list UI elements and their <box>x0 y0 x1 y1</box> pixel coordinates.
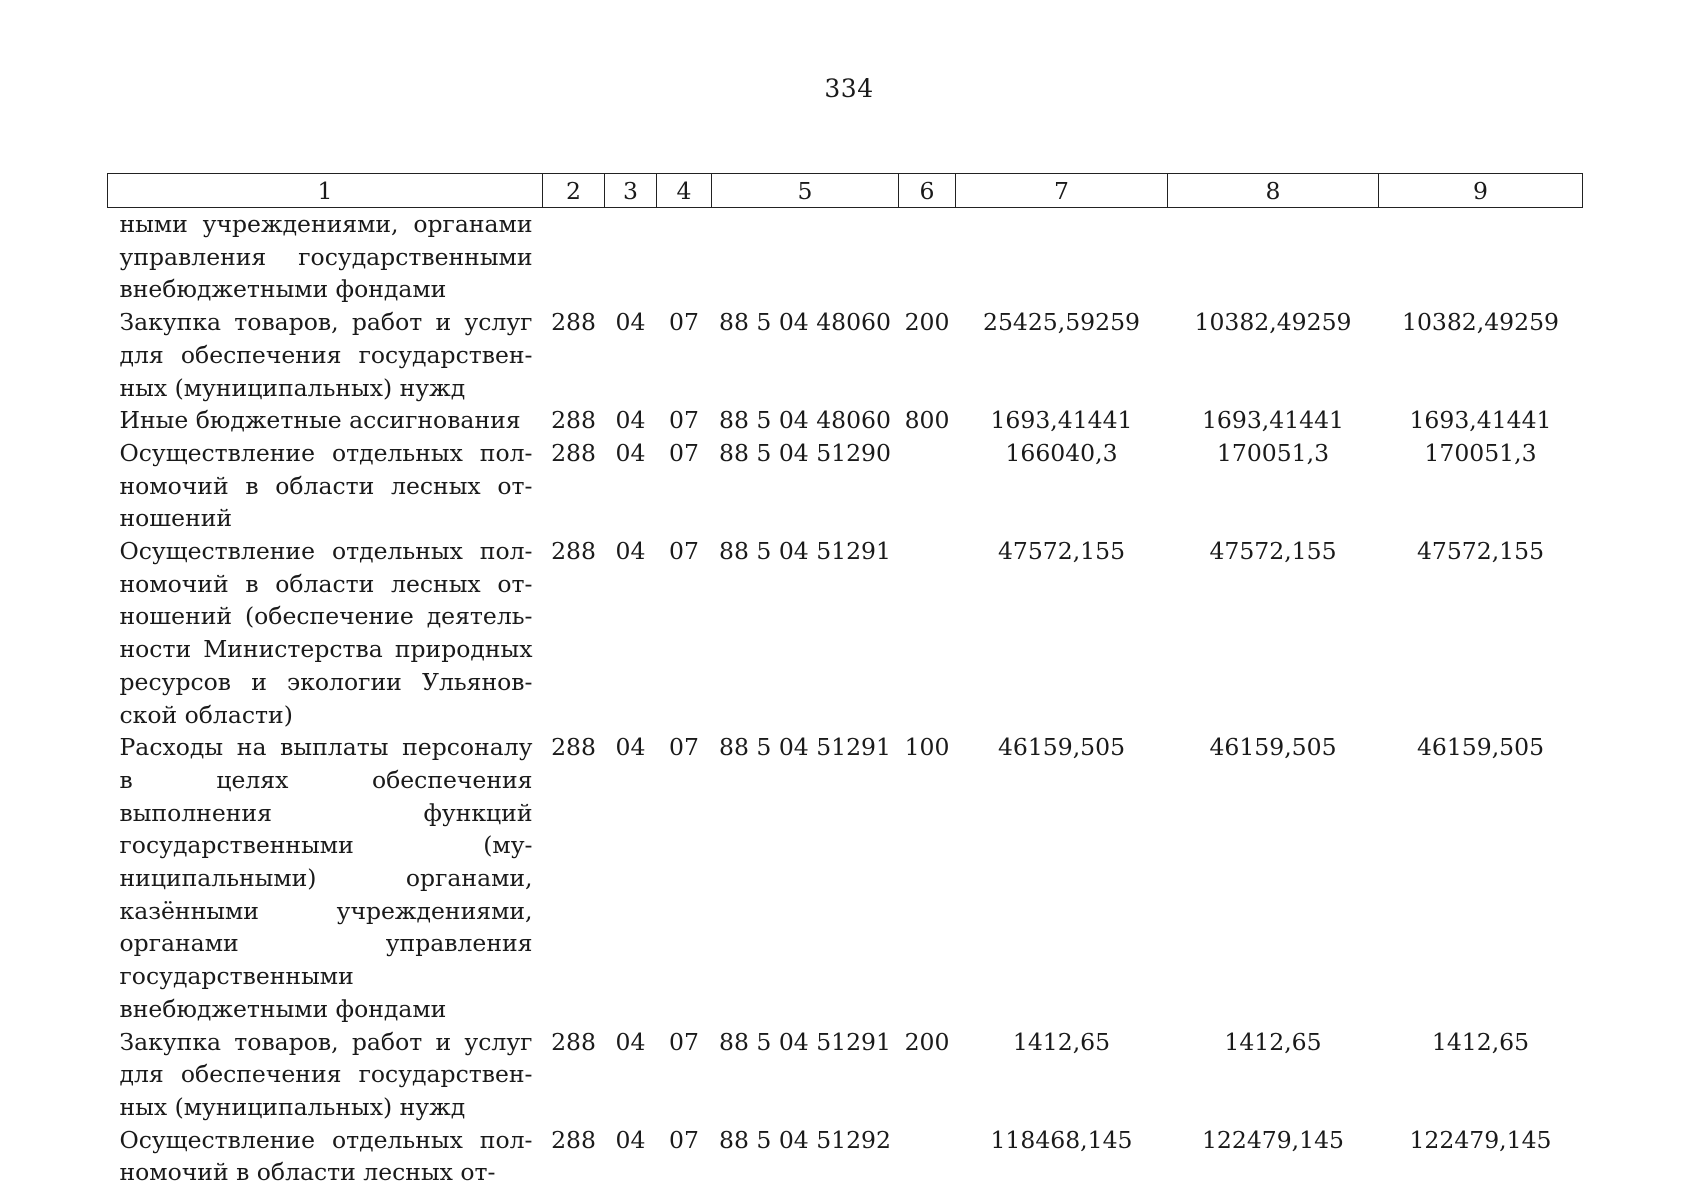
table-row <box>108 404 1583 437</box>
row-section-code: 04 <box>615 438 646 467</box>
row-ministry-code: 288 <box>551 406 596 435</box>
row-value-col9: 122479,145 <box>1409 1125 1552 1154</box>
budget-table <box>107 173 1583 1189</box>
row-expense-type-code <box>899 535 956 731</box>
row-name: Осуществление отдельных полномочий в области лесных отношений (обеспечение деятельности Министерства природных ресурсов и экологии Ульяновской области) <box>119 537 533 729</box>
row-value-col9: 47572,155 <box>1416 537 1545 566</box>
header-col-2: 2 <box>543 174 605 208</box>
row-target-code: 88 5 04 51291 <box>719 733 891 762</box>
row-expense-type-code <box>899 208 956 307</box>
row-target-code: 88 5 04 48060 <box>719 308 891 337</box>
row-name: Закупка товаров, работ и услуг для обеспечения государственных (муниципальных) нужд <box>119 1027 533 1121</box>
row-value-col8: 122479,145 <box>1201 1125 1345 1154</box>
row-ministry-code: 288 <box>551 1027 596 1056</box>
row-section-code: 04 <box>615 308 646 337</box>
table-row <box>108 1124 1583 1189</box>
row-value-col9: 1693,41441 <box>1409 406 1552 435</box>
header-col-5: 5 <box>712 174 899 208</box>
row-target-code <box>712 208 899 307</box>
row-ministry-code: 288 <box>551 537 596 566</box>
row-target-code: 88 5 04 51292 <box>719 1125 891 1154</box>
row-value-col7: 47572,155 <box>997 537 1126 566</box>
header-col-9: 9 <box>1379 174 1583 208</box>
row-value-col7: 166040,3 <box>1005 438 1118 467</box>
header-row <box>108 174 1583 208</box>
row-ministry-code: 288 <box>551 308 596 337</box>
row-ministry-code: 288 <box>551 1125 596 1154</box>
header-col-8: 8 <box>1168 174 1379 208</box>
header-col-6: 6 <box>899 174 956 208</box>
row-value-col9: 170051,3 <box>1424 438 1537 467</box>
row-ministry-code: 288 <box>551 733 596 762</box>
row-name: ными учреждениями, органами управления государственными внебюджетными фондами <box>119 210 533 304</box>
table-row <box>108 731 1583 1025</box>
header-col-3: 3 <box>605 174 657 208</box>
row-subsection-code: 07 <box>669 406 699 435</box>
header-col-1: 1 <box>108 174 543 208</box>
header-col-4: 4 <box>657 174 712 208</box>
row-expense-type-code: 100 <box>904 733 950 762</box>
row-value-col9: 10382,49259 <box>1402 308 1559 337</box>
row-section-code: 04 <box>615 1027 646 1056</box>
row-value-col9 <box>1379 208 1583 307</box>
row-ministry-code: 288 <box>551 438 596 467</box>
row-expense-type-code <box>899 1124 956 1189</box>
table-row <box>108 437 1583 535</box>
table-header <box>108 174 1583 208</box>
table-row <box>108 208 1583 307</box>
table-row <box>108 1026 1583 1124</box>
row-value-col7: 1412,65 <box>1012 1027 1111 1056</box>
row-name: Осуществление отдельных полномочий в области лесных отношений <box>119 438 533 533</box>
row-value-col9: 1412,65 <box>1431 1027 1530 1056</box>
row-section-code: 04 <box>615 537 646 566</box>
table-row <box>108 306 1583 404</box>
row-section-code: 04 <box>615 1125 646 1154</box>
row-ministry-code <box>543 208 605 307</box>
row-subsection-code: 07 <box>669 308 699 337</box>
row-name: Иные бюджетные ассигнования <box>119 406 521 435</box>
row-target-code: 88 5 04 51290 <box>719 438 891 467</box>
row-name: Осуществление отдельных полномочий в области лесных от- <box>119 1125 533 1187</box>
row-name: Расходы на выплаты персоналу в целях обеспечения выполнения функций государственными (муниципальными) органами, казёнными учреждениями, органами управления государственными внебюджетными фондами <box>119 733 533 1023</box>
row-target-code: 88 5 04 51291 <box>719 537 891 566</box>
row-subsection-code: 07 <box>669 537 699 566</box>
row-section-code: 04 <box>615 733 646 762</box>
table-row <box>108 535 1583 731</box>
table-body <box>108 208 1583 1190</box>
row-subsection-code: 07 <box>669 1027 699 1056</box>
row-value-col7 <box>956 208 1168 307</box>
row-target-code: 88 5 04 48060 <box>719 406 891 435</box>
row-expense-type-code: 200 <box>904 1027 950 1056</box>
row-value-col7: 25425,59259 <box>983 308 1140 337</box>
row-expense-type-code: 200 <box>904 308 950 337</box>
row-name: Закупка товаров, работ и услуг для обеспечения государственных (муниципальных) нужд <box>119 308 533 402</box>
row-value-col8: 1693,41441 <box>1201 406 1345 435</box>
row-subsection-code: 07 <box>669 438 699 467</box>
row-subsection-code <box>657 208 712 307</box>
row-value-col8: 10382,49259 <box>1194 308 1352 337</box>
row-expense-type-code <box>899 437 956 535</box>
row-value-col7: 118468,145 <box>990 1125 1133 1154</box>
page-number: 334 <box>824 74 874 103</box>
row-target-code: 88 5 04 51291 <box>719 1027 891 1056</box>
row-section-code: 04 <box>615 406 646 435</box>
row-expense-type-code: 800 <box>904 406 950 435</box>
row-value-col8: 46159,505 <box>1209 733 1337 762</box>
row-value-col8: 1412,65 <box>1224 1027 1322 1056</box>
row-value-col8: 170051,3 <box>1216 438 1330 467</box>
row-value-col8 <box>1168 208 1379 307</box>
row-value-col7: 1693,41441 <box>990 406 1133 435</box>
row-value-col9: 46159,505 <box>1416 733 1545 762</box>
header-col-7: 7 <box>956 174 1168 208</box>
row-section-code <box>605 208 657 307</box>
row-subsection-code: 07 <box>669 1125 699 1154</box>
row-value-col8: 47572,155 <box>1209 537 1337 566</box>
row-value-col7: 46159,505 <box>997 733 1126 762</box>
row-subsection-code: 07 <box>669 733 699 762</box>
